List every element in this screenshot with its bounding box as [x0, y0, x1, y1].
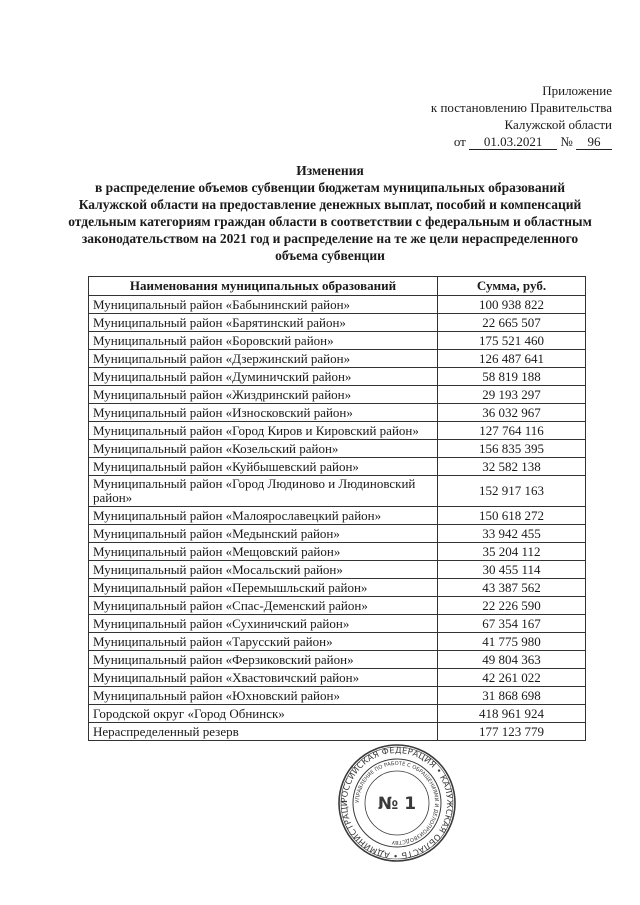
municipality-name: Городской округ «Город Обнинск» — [89, 705, 438, 723]
municipality-name: Муниципальный район «Ферзиковский район» — [89, 651, 438, 669]
table-row — [89, 350, 586, 368]
municipality-amount: 127 764 116 — [438, 422, 586, 440]
table-row — [89, 561, 586, 579]
municipality-name: Муниципальный район «Жиздринский район» — [89, 386, 438, 404]
municipality-amount: 58 819 188 — [438, 368, 586, 386]
municipality-amount: 100 938 822 — [438, 296, 586, 314]
seal-graphic — [337, 743, 457, 863]
table-row — [89, 404, 586, 422]
resolution-date: 01.03.2021 — [469, 135, 557, 150]
municipality-name: Муниципальный район «Дзержинский район» — [89, 350, 438, 368]
municipality-amount: 152 917 163 — [438, 476, 586, 507]
municipality-amount: 22 226 590 — [438, 597, 586, 615]
table-header-row — [89, 277, 586, 296]
table-row — [89, 368, 586, 386]
appendix-region: Калужской области — [504, 117, 612, 132]
municipality-amount: 32 582 138 — [438, 458, 586, 476]
municipality-name: Муниципальный район «Куйбышевский район» — [89, 458, 438, 476]
distribution-table — [88, 276, 586, 741]
seal-inner-text: УПРАВЛЕНИЕ ПО РАБОТЕ С ОБРАЩЕНИЯМИ И ДЕЛОПРОИЗВОДСТВУ — [354, 760, 440, 846]
table-row — [89, 669, 586, 687]
municipality-name: Муниципальный район «Мещовский район» — [89, 543, 438, 561]
municipality-amount: 22 665 507 — [438, 314, 586, 332]
table-row — [89, 458, 586, 476]
table-row — [89, 296, 586, 314]
official-seal — [337, 743, 457, 863]
table-row — [89, 615, 586, 633]
municipality-amount: 41 775 980 — [438, 633, 586, 651]
municipality-name: Муниципальный район «Перемышльский район» — [89, 579, 438, 597]
municipality-name: Муниципальный район «Козельский район» — [89, 440, 438, 458]
municipality-name: Муниципальный район «Юхновский район» — [89, 687, 438, 705]
seal-number: № 1 — [377, 794, 417, 814]
municipality-name: Муниципальный район «Износковский район» — [89, 404, 438, 422]
municipality-amount: 150 618 272 — [438, 507, 586, 525]
appendix-resolution: к постановлению Правительства — [430, 100, 612, 115]
table-row — [89, 543, 586, 561]
municipality-name: Нераспределенный резерв — [89, 723, 438, 741]
municipality-name: Муниципальный район «Мосальский район» — [89, 561, 438, 579]
table-row — [89, 507, 586, 525]
table-row — [89, 705, 586, 723]
municipality-name: Муниципальный район «Думиничский район» — [89, 368, 438, 386]
municipality-name: Муниципальный район «Спас-Деменский район» — [89, 597, 438, 615]
municipality-amount: 43 387 562 — [438, 579, 586, 597]
resolution-number: 96 — [576, 135, 612, 150]
municipality-amount: 42 261 022 — [438, 669, 586, 687]
document-title — [60, 162, 600, 264]
municipality-name: Муниципальный район «Барятинский район» — [89, 314, 438, 332]
table-row — [89, 386, 586, 404]
municipality-amount: 33 942 455 — [438, 525, 586, 543]
appendix-title: Приложение — [542, 83, 612, 98]
municipality-amount: 29 193 297 — [438, 386, 586, 404]
municipality-name: Муниципальный район «Боровский район» — [89, 332, 438, 350]
table-row — [89, 597, 586, 615]
table-row — [89, 723, 586, 741]
table-row — [89, 440, 586, 458]
municipality-name: Муниципальный район «Бабынинский район» — [89, 296, 438, 314]
number-label: № — [560, 134, 573, 149]
table-row — [89, 633, 586, 651]
table-row — [89, 579, 586, 597]
title-body: в распределение объемов субвенции бюджетам муниципальных образований Калужской области на предоставление денежных выплат, пособий и компенсаций отдельным категориям граждан области в соответствии с федеральным и областным законодательством на 2021 год и распределение на те же цели нераспределенного объема субвенции — [68, 180, 592, 263]
table-row — [89, 687, 586, 705]
appendix-block — [352, 82, 612, 150]
municipality-amount: 418 961 924 — [438, 705, 586, 723]
header-amount: Сумма, руб. — [438, 277, 586, 296]
municipality-amount: 49 804 363 — [438, 651, 586, 669]
table-row — [89, 332, 586, 350]
municipality-name: Муниципальный район «Город Людиново и Людиновский район» — [89, 476, 438, 507]
seal-outer-text: РОССИЙСКАЯ ФЕДЕРАЦИЯ • КАЛУЖСКАЯ ОБЛАСТЬ • АДМИНИСТРАЦИ — [338, 744, 456, 862]
municipality-amount: 175 521 460 — [438, 332, 586, 350]
municipality-name: Муниципальный район «Город Киров и Кировский район» — [89, 422, 438, 440]
table-row — [89, 651, 586, 669]
municipality-amount: 126 487 641 — [438, 350, 586, 368]
appendix-date-line — [352, 133, 612, 150]
municipality-amount: 156 835 395 — [438, 440, 586, 458]
municipality-name: Муниципальный район «Тарусский район» — [89, 633, 438, 651]
municipality-amount: 35 204 112 — [438, 543, 586, 561]
municipality-amount: 177 123 779 — [438, 723, 586, 741]
municipality-amount: 36 032 967 — [438, 404, 586, 422]
municipality-name: Муниципальный район «Малоярославецкий район» — [89, 507, 438, 525]
municipality-name: Муниципальный район «Медынский район» — [89, 525, 438, 543]
from-label: от — [453, 134, 466, 149]
table-row — [89, 476, 586, 507]
municipality-amount: 67 354 167 — [438, 615, 586, 633]
table-row — [89, 422, 586, 440]
municipality-name: Муниципальный район «Хвастовичский район» — [89, 669, 438, 687]
title-heading: Изменения — [296, 163, 364, 178]
table-row — [89, 525, 586, 543]
header-name: Наименования муниципальных образований — [89, 277, 438, 296]
municipality-amount: 31 868 698 — [438, 687, 586, 705]
municipality-name: Муниципальный район «Сухиничский район» — [89, 615, 438, 633]
table-row — [89, 314, 586, 332]
municipality-amount: 30 455 114 — [438, 561, 586, 579]
